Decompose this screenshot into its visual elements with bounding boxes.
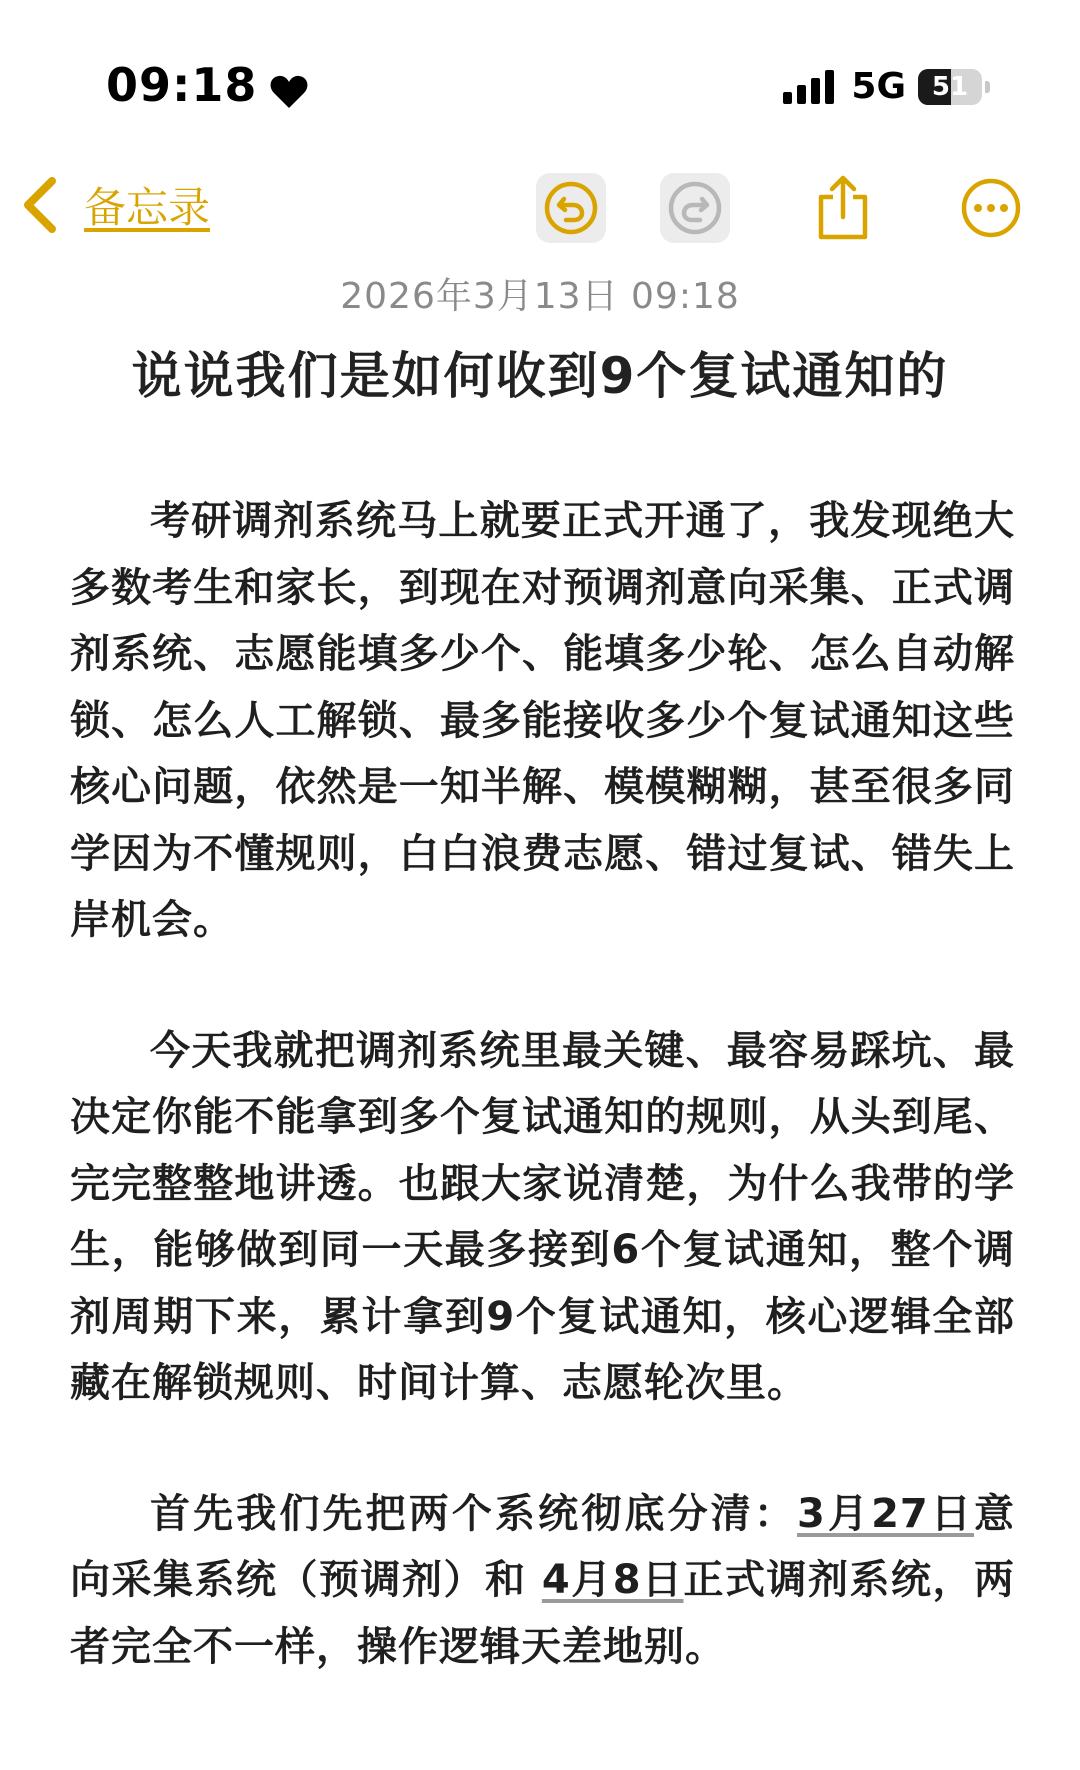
battery-body (918, 69, 982, 105)
paragraph-text: 正式调剂系统，两者完全不一样，操作逻辑天差地别。 (70, 1557, 1015, 1670)
cellular-signal-icon (783, 70, 837, 104)
note-paragraph[interactable]: 考研调剂系统马上就要正式开通了，我发现绝大多数考生和家长，到现在对预调剂意向采集、正式调剂系统、志愿能填多少个、能填多少轮、怎么自动解锁、怎么人工解锁、最多能接收多少个复试通知这些核心问题，依然是一知半解、模模糊糊，甚至很多同学因为不懂规则，白白浪费志愿、错过复试、错失上岸机会。 (70, 498, 1015, 943)
date-link-apr8[interactable]: 4月8日 (541, 1557, 684, 1603)
network-type: 5G (851, 66, 906, 107)
share-button[interactable] (808, 173, 878, 243)
redo-icon (666, 179, 724, 237)
status-bar (0, 0, 1080, 170)
share-icon (815, 175, 871, 241)
note-title[interactable]: 说说我们是如何收到9个复试通知的 (131, 347, 949, 405)
heart-icon (269, 67, 309, 103)
note-date: 2026年3月13日 09:18 (340, 276, 740, 317)
more-icon (960, 177, 1022, 239)
status-time (106, 58, 309, 112)
paragraph-text: 首先我们先把两个系统彻底分清： (150, 1490, 797, 1537)
note-paragraph[interactable]: 今天我就把调剂系统里最关键、最容易踩坑、最决定你能不能拿到多个复试通知的规则，从头到尾、完完整整地讲透。也跟大家说清楚，为什么我带的学生，能够做到同一天最多接到6个复试通知，整个调剂周期下来，累计拿到9个复试通知，核心逻辑全部藏在解锁规则、时间计算、志愿轮次里。 (70, 1027, 1015, 1406)
back-button[interactable] (20, 175, 210, 235)
battery-icon (918, 69, 990, 105)
redo-button[interactable] (660, 173, 730, 243)
nav-bar (0, 165, 1080, 255)
date-link-mar27[interactable]: 3月27日 (796, 1490, 975, 1537)
chevron-left-icon (20, 175, 60, 235)
note-paragraph[interactable] (70, 1481, 1015, 1681)
status-time-text: 09:18 (106, 58, 258, 112)
undo-button[interactable] (536, 173, 606, 243)
status-indicators (783, 66, 990, 107)
battery-percent: 51 (931, 71, 969, 102)
more-button[interactable] (956, 173, 1026, 243)
back-label: 备忘录 (84, 183, 211, 232)
battery-cap (985, 81, 990, 93)
undo-icon (542, 179, 600, 237)
note-body[interactable] (70, 488, 1015, 1744)
paragraph-text: 意向采集系统（预调剂）和 (70, 1490, 1016, 1603)
